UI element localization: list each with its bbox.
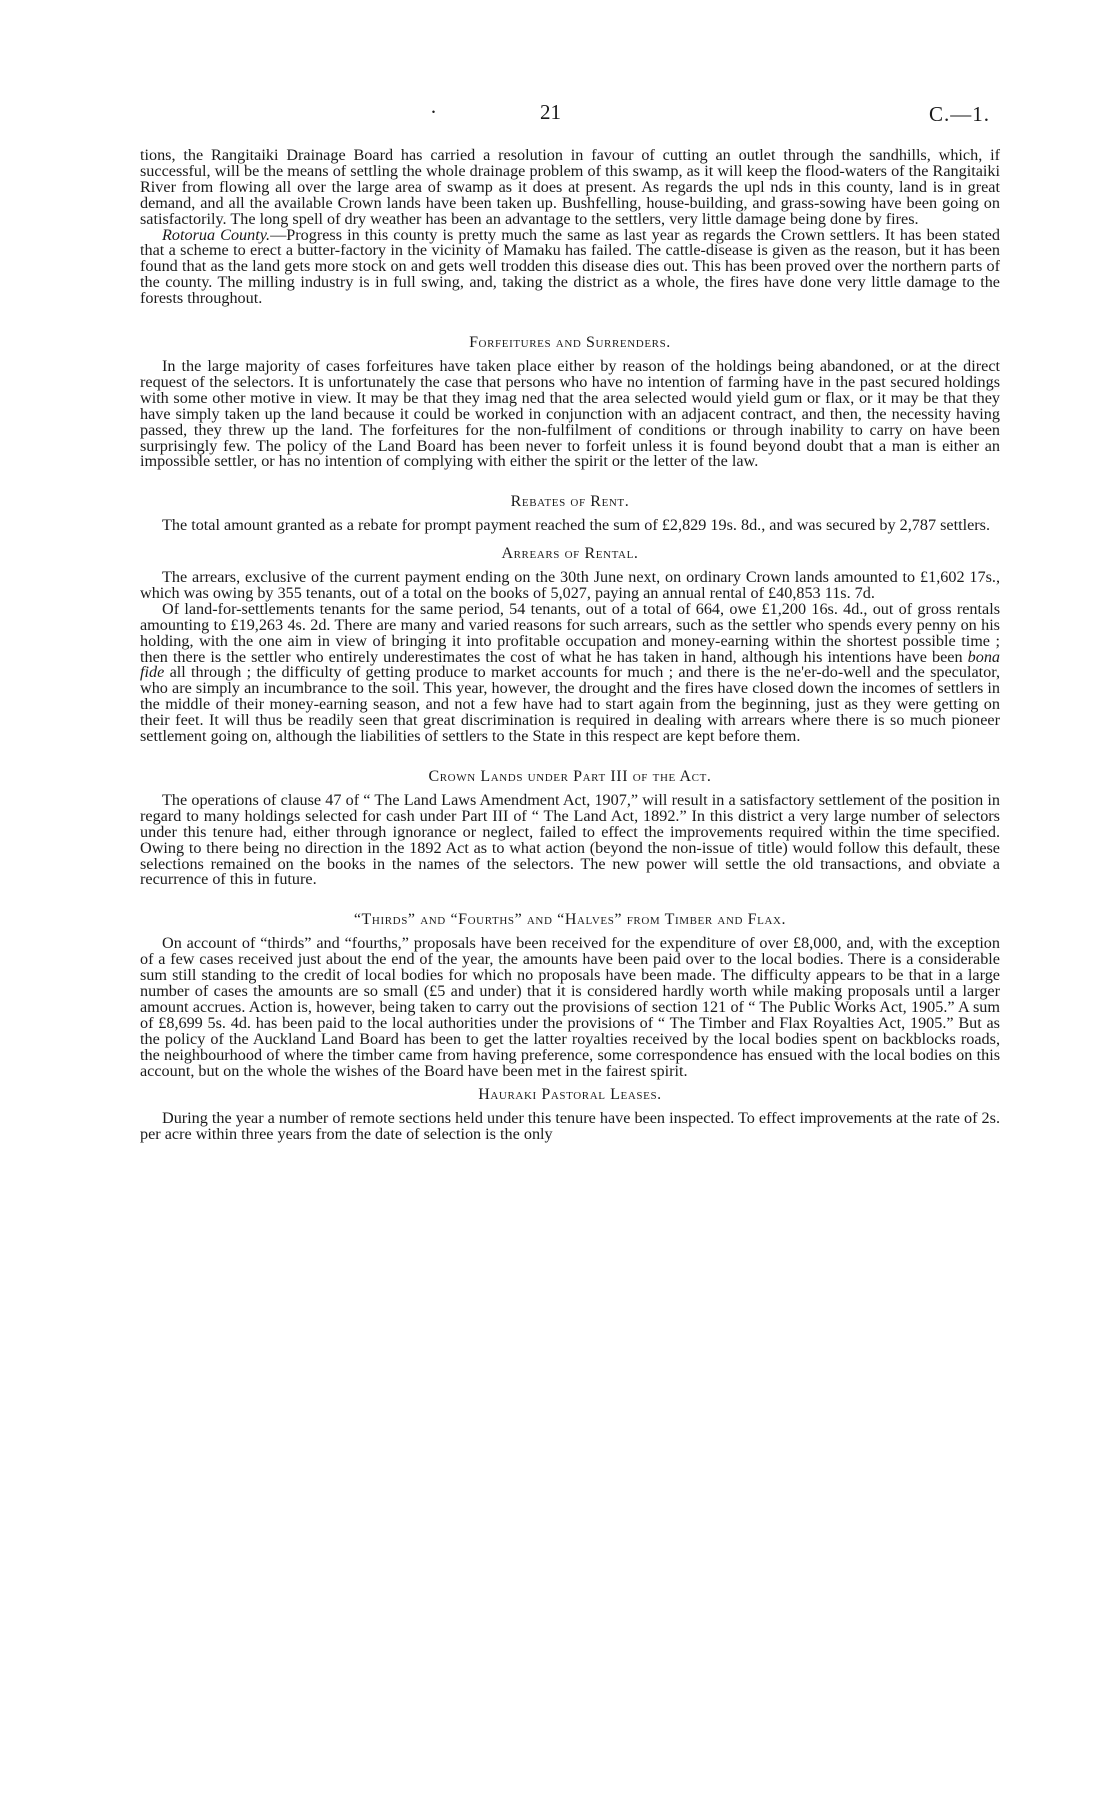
header-dot: · — [430, 100, 437, 124]
paragraph-forfeitures: In the large majority of cases forfeitures have taken place either by reason of the holdings being abandoned, or at the direct request of the selectors. It is unfortunately the case that persons who have no intention of farming have in the past secured holdings with some other motive in view. It may be that they imag ned that the area selected would yield gum or flax, or it may be that they have simply taken up the land because it could be worked in conjunction with an adjacent contract, and then, the necessity having passed, they threw up the land. The forfeitures for the non-fulfilment of conditions or through inability to carry on have been surprisingly few. The policy of the Land Board has been never to forfeit unless it is found beyond doubt that a man is either an impossible settler, or has no intention of complying with either the spirit or the letter of the law. — [140, 356, 1000, 471]
rotorua-county-lead: Rotorua County. — [162, 225, 271, 244]
heading-crown-lands: Crown Lands under Part III of the Act. — [428, 768, 712, 785]
paragraph-drainage: tions, the Rangitaiki Drainage Board has carried a resolution in favour of cutting an outlet through the sandhills, which, if successful, will be the means of settling the whole drainage problem of this swamp, as it will keep the flood-waters of the Rangitaiki River from flowing all over the large area of swamp as it does at present. As regards the upl nds in this county, land is in great demand, and all the available Crown lands have been taken up. Bushfelling, house-building, and grass-sowing have been going on satisfactorily. The long spell of dry weather has been an advantage to the settlers, very little damage being done by fires. — [140, 146, 1000, 228]
document-reference: C.—1. — [928, 102, 990, 126]
page-number: 21 — [540, 100, 561, 124]
arrears-text-b: all through ; the difficulty of getting produce to market accounts for much ; and there is the ne'er-do-well and the speculator, who are simply an incumbrance to the soil. This year, however, the drought and the fires have closed down the incomes of settlers in the middle of their money-earning season, and not a few have had to start again from the beginning, just as they were getting on their feet. It will thus be readily seen that great discrimination is required in dealing with arrears where there is so much pioneer settlement going on, although the liabilities of settlers to the State in this respect are kept before them. — [140, 663, 1001, 746]
paragraph-arrears-settlements — [140, 599, 1001, 746]
rotorua-text: —Progress in this county is pretty much the same as last year as regards the Crown settlers. It has been stated that a scheme to erect a butter-factory in the vicinity of Mamaku has failed. The cattle-disease is given as the reason, but it has been found that as the land gets more stock on and gets well trodden this disease dies out. This has been proved over the northern parts of the county. The milling industry is in full swing, and, taking the district as a whole, the fires have done very little damage to the forests throughout. — [140, 225, 1000, 308]
heading-hauraki: Hauraki Pastoral Leases. — [478, 1086, 662, 1104]
paragraph-hauraki: During the year a number of remote sections held under this tenure have been inspected. To effect improvements at the rate of 2s. per acre within three years from the date of selection is the only — [140, 1109, 1000, 1144]
paragraph-crown-lands: The operations of clause 47 of “ The Land Laws Amendment Act, 1907,” will result in a satisfactory settlement of the position in regard to many holdings selected for cash under Part III of “ The Land Act, 1892.” In this district a very large number of selectors under this tenure had, either through ignorance or neglect, failed to effect the improvements required within the time specified. Owing to there being no direction in the 1892 Act as to what action (beyond the non-issue of title) would follow this default, these selections remained on the books in the names of the selectors. The new power will settle the old transactions, and obviate a recurrence of this in future. — [140, 790, 1000, 889]
page-header — [0, 100, 1114, 130]
paragraph-thirds-fourths: On account of “thirds” and “fourths,” proposals have been received for the expenditure of over £8,000, and, with the exception of a few cases received just about the end of the year, the amounts have been paid over to the local bodies. There is a considerable sum still standing to the credit of local bodies for which no proposals have been made. The difficulty appears to be that in a large number of cases the amounts are so small (£5 and under) that it is considered hardly worth while making proposals until a larger amount accrues. Action is, however, being taken to carry out the provisions of section 121 of “ The Public Works Act, 1905.” A sum of £8,699 5s. 4d. has been paid to the local authorities under the provisions of “ The Timber and Flax Royalties Act, 1905.” But as the policy of the Auckland Land Board has been to get the latter royalties received by the local bodies spent on backblocks roads, the neighbourhood of where the timber came from having preference, some correspondence has ensued with the local bodies on this account, but on the whole the wishes of the Board have been met in the fairest spirit. — [140, 934, 1000, 1080]
heading-thirds-fourths: “Thirds” and “Fourths” and “Halves” from Timber and Flax. — [353, 911, 787, 929]
document-body — [140, 148, 1000, 1143]
arrears-text-a: Of land-for-settlements tenants for the same period, 54 tenants, out of a total of 664, owe £1,200 16s. 4d., out of gross rentals amounting to £19,263 4s. 2d. There are many and varied reasons for such arrears, such as the settler who spends every penny on his holding, with the one aim in view of bringing it into profitable occupation and money-earning within the shortest possible time ; then there is the settler who entirely underestimates the cost of what he has taken in hand, although his intentions have been — [140, 599, 1000, 666]
bona-fide-italic: bona fide — [140, 647, 1001, 682]
heading-rebates: Rebates of Rent. — [510, 493, 630, 511]
paragraph-rotorua — [140, 225, 1000, 308]
paragraph-arrears-crown: The arrears, exclusive of the current payment ending on the 30th June next, on ordinary Crown lands amounted to £1,602 17s., which was owing by 355 tenants, out of a total on the books of 5,027, paying an annual rental of £40,853 11s. 7d. — [140, 568, 1000, 602]
heading-forfeitures: Forfeitures and Surrenders. — [469, 334, 671, 352]
heading-arrears: Arrears of Rental. — [501, 545, 639, 563]
paragraph-rebates: The total amount granted as a rebate for prompt payment reached the sum of £2,829 19s. 8d., and was secured by 2,787 settlers. — [162, 516, 991, 535]
